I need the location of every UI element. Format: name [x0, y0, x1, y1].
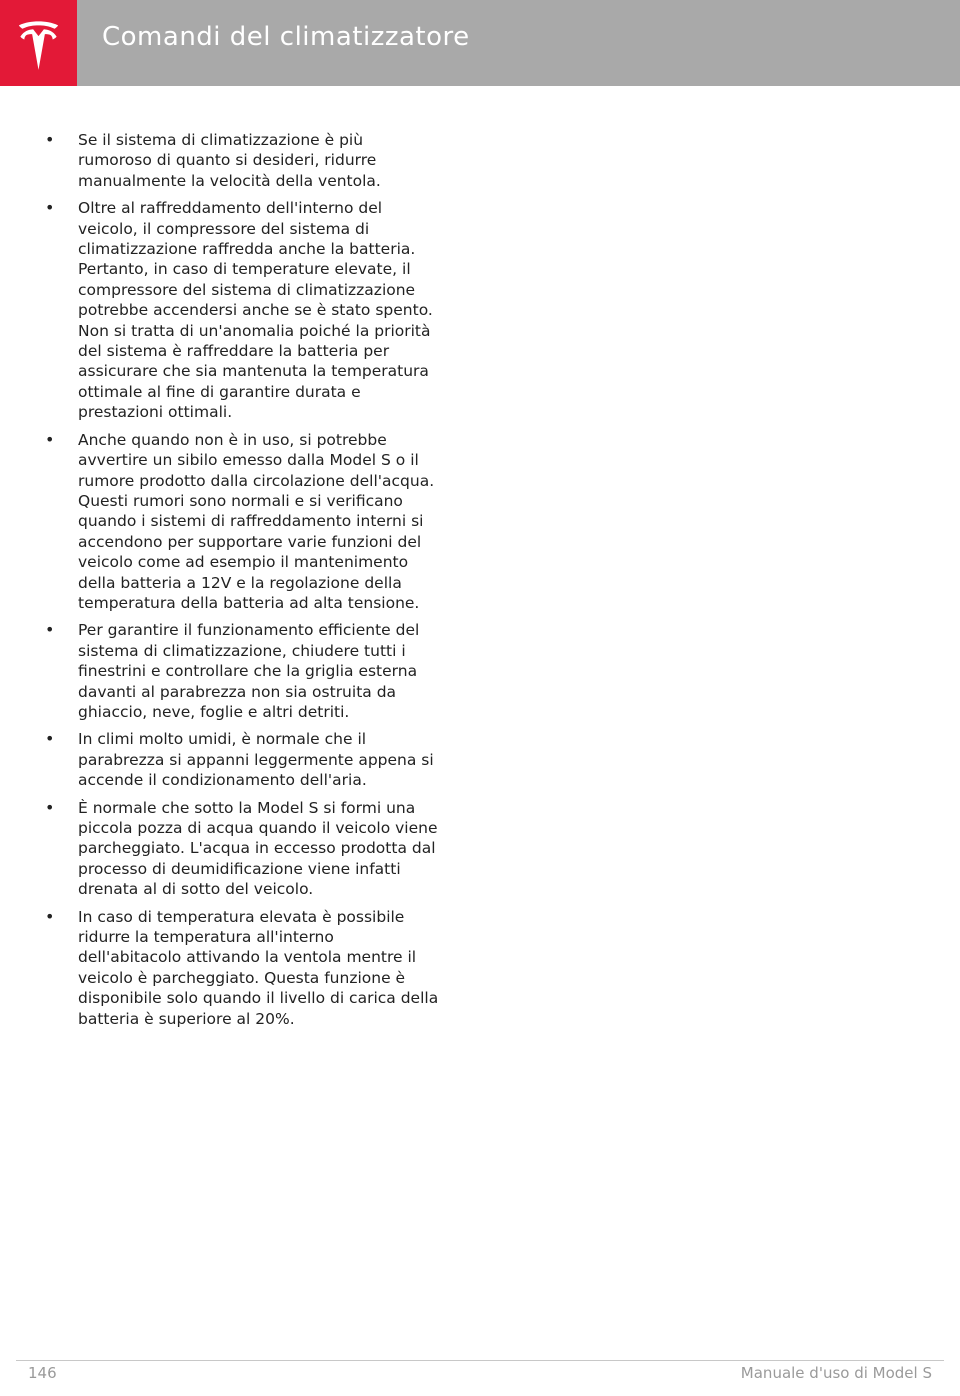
- list-item-text: Per garantire il funzionamento efficiente del sistema di climatizzazione, chiudere tutti i finestrini e controllare che la griglia esterna davanti al parabrezza non sia ostruita da ghiaccio, neve, foglie e altri detriti.: [78, 621, 420, 721]
- bullet-marker: •: [45, 620, 55, 640]
- logo-box: [0, 0, 77, 86]
- list-item: [40, 430, 440, 614]
- list-item-text: Se il sistema di climatizzazione è più rumoroso di quanto si desideri, ridurre manualmente la velocità della ventola.: [78, 131, 381, 190]
- bullet-marker: •: [45, 198, 55, 218]
- tesla-logo-icon: [14, 14, 63, 70]
- list-item: [40, 729, 440, 790]
- list-item-text: In climi molto umidi, è normale che il parabrezza si appanni leggermente appena si accende il condizionamento dell'aria.: [78, 730, 434, 790]
- footer-manual-title: Manuale d'uso di Model S: [740, 1364, 932, 1382]
- page-title: Comandi del climatizzatore: [102, 22, 470, 52]
- bullet-marker: •: [45, 797, 55, 817]
- list-item: [40, 198, 440, 422]
- list-item: [40, 798, 440, 900]
- list-item: [40, 130, 440, 191]
- footer-divider: [16, 1360, 944, 1361]
- list-item: [40, 907, 440, 1029]
- list-item-text: In caso di temperatura elevata è possibile ridurre la temperatura all'interno dell'abitacolo attivando la ventola mentre il veicolo è parcheggiato. Questa funzione è disponibile solo quando il livello di carica della batteria è superiore al 20%.: [78, 907, 439, 1028]
- bullet-marker: •: [45, 130, 55, 149]
- list-item-text: È normale che sotto la Model S si formi una piccola pozza di acqua quando il veicolo viene parcheggiato. L'acqua in eccesso prodotta dal processo di deumidificazione viene infatti drenata al di sotto del veicolo.: [78, 798, 438, 899]
- bullet-marker: •: [45, 906, 55, 926]
- page-number: 146: [28, 1364, 57, 1382]
- list-item-text: Oltre al raffreddamento dell'interno del veicolo, il compressore del sistema di climatizzazione raffredda anche la batteria. Pertanto, in caso di temperature elevate, il compressore del sistema di climatizzazione potrebbe accendersi anche se è stato spento. Non si tratta di un'anomalia poiché la priorità del sistema è raffreddare la batteria per assicurare che sia mantenuta la temperatura ottimale al fine di garantire durata e prestazioni ottimali.: [78, 199, 433, 422]
- bullet-marker: •: [45, 429, 55, 449]
- page-header: [0, 0, 960, 86]
- list-item-text: Anche quando non è in uso, si potrebbe avvertire un sibilo emesso dalla Model S o il rumore prodotto dalla circolazione dell'acqua. Questi rumori sono normali e si verificano quando i sistemi di raffreddamento interni si accendono per supportare varie funzioni del veicolo come ad esempio il mantenimento della batteria a 12V e la regolazione della temperatura della batteria ad alta tensione.: [78, 430, 435, 612]
- bullet-marker: •: [45, 729, 55, 749]
- list-item: [40, 620, 440, 722]
- bullet-list: [40, 130, 440, 1036]
